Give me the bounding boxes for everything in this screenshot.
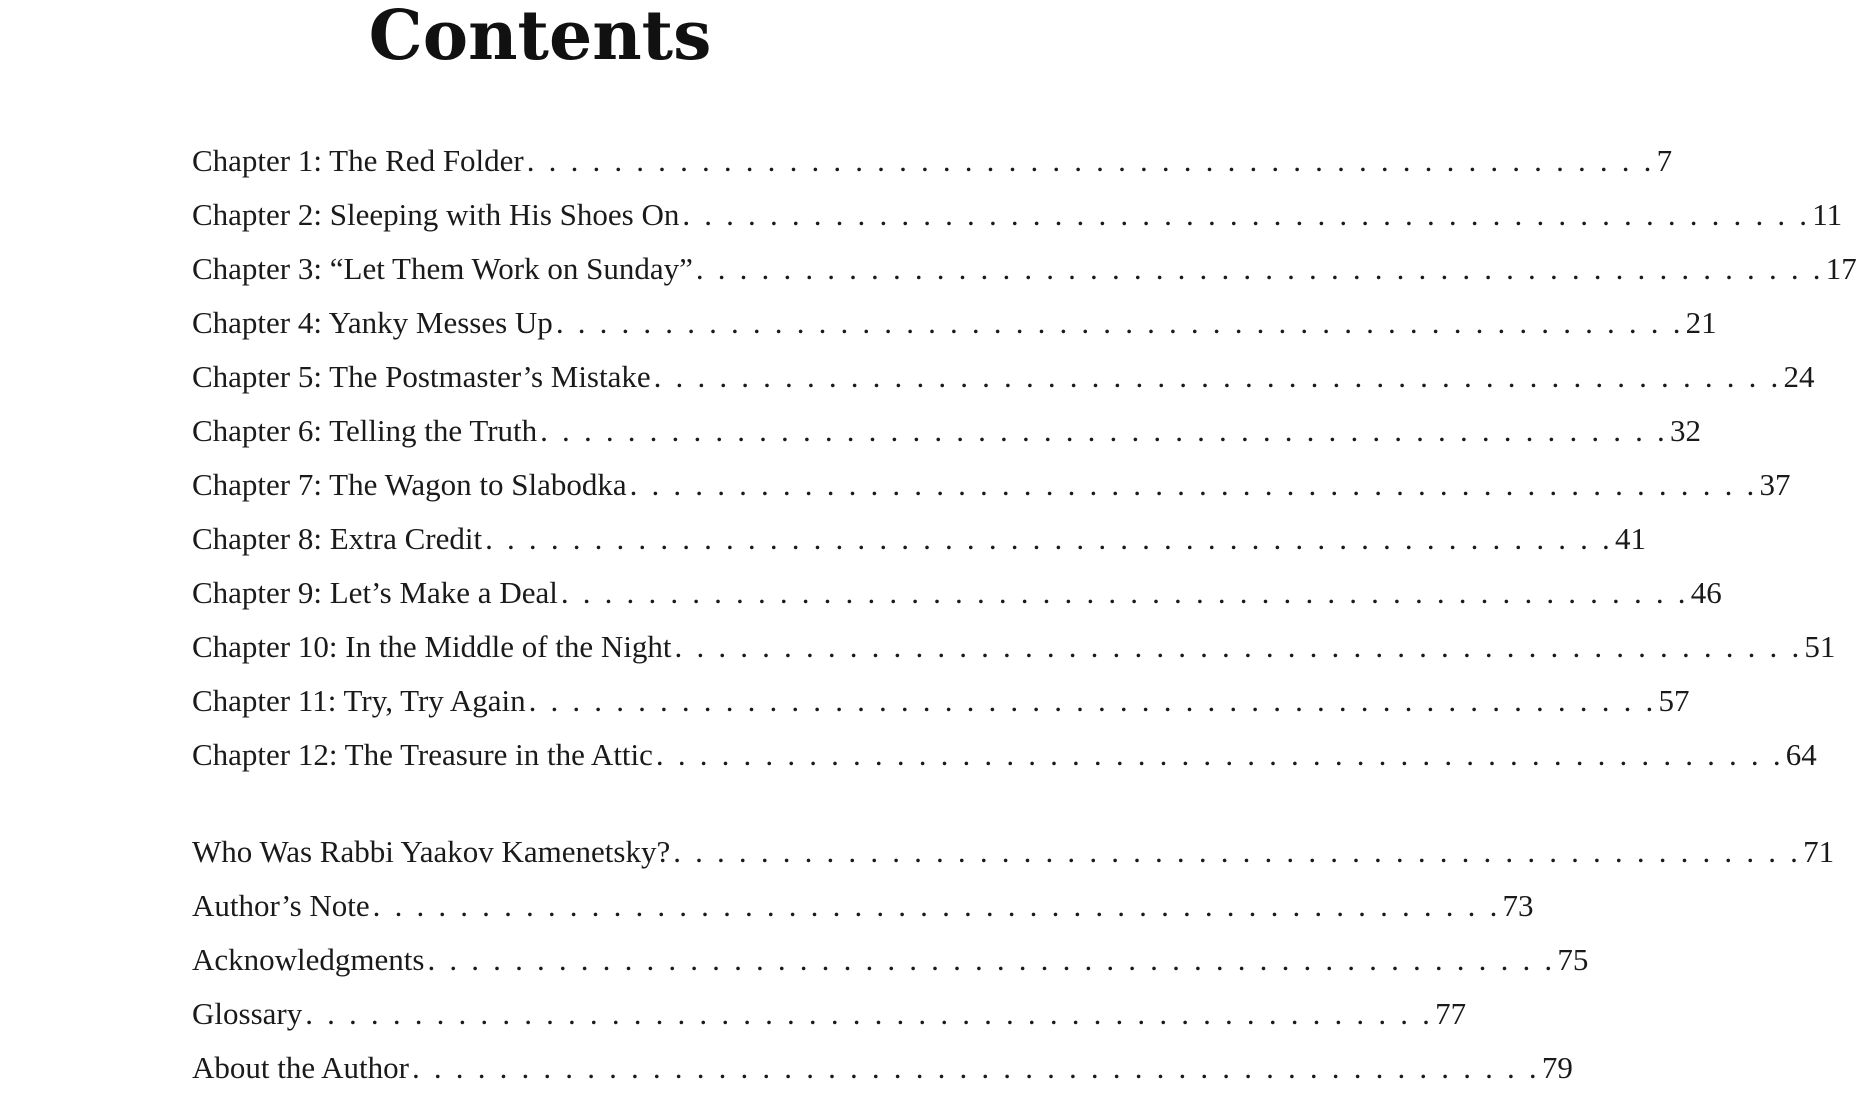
toc-entry[interactable] bbox=[192, 296, 1717, 350]
dot-leader: . . . . . . . . . . . . . . . . . . . . . . . . . . . . . . . . . . . . . . . . . . . . . . . . . . . . bbox=[526, 143, 1655, 178]
dot-leader: . . . . . . . . . . . . . . . . . . . . . . . . . . . . . . . . . . . . . . . . . . . . . . . . . . . . bbox=[674, 629, 1803, 664]
toc-entry-page: 46 bbox=[1690, 575, 1722, 610]
chapter-list bbox=[192, 134, 1857, 782]
toc-entry-label: Chapter 8: Extra Credit bbox=[192, 521, 483, 556]
toc-entry-label: Acknowledgments bbox=[192, 942, 425, 977]
toc-entry-label: Who Was Rabbi Yaakov Kamenetsky? bbox=[192, 834, 671, 869]
toc-entry-label: Chapter 5: The Postmaster’s Mistake bbox=[192, 359, 651, 394]
toc-entry-page: 71 bbox=[1803, 834, 1835, 869]
toc-entry[interactable] bbox=[192, 134, 1673, 188]
dot-leader: . . . . . . . . . . . . . . . . . . . . . . . . . . . . . . . . . . . . . . . . . . . . . . . . . . . . bbox=[555, 305, 1684, 340]
toc-entry[interactable] bbox=[192, 404, 1702, 458]
toc-entry[interactable] bbox=[192, 620, 1836, 674]
dot-leader: . . . . . . . . . . . . . . . . . . . . . . . . . . . . . . . . . . . . . . . . . . . . . . . . . . . . bbox=[427, 942, 1556, 977]
toc-entry-label: Chapter 4: Yanky Messes Up bbox=[192, 305, 553, 340]
toc-entry-page: 32 bbox=[1670, 413, 1702, 448]
toc-entry-label: Chapter 3: “Let Them Work on Sunday” bbox=[192, 251, 693, 286]
toc-entry-page: 21 bbox=[1685, 305, 1717, 340]
toc-entry-page: 73 bbox=[1502, 888, 1534, 923]
dot-leader: . . . . . . . . . . . . . . . . . . . . . . . . . . . . . . . . . . . . . . . . . . . . . . . . . . . . bbox=[305, 996, 1434, 1031]
toc-entry[interactable] bbox=[192, 512, 1646, 566]
page-title: Contents bbox=[368, 0, 712, 76]
toc-entry[interactable] bbox=[192, 458, 1791, 512]
toc-entry-label: Chapter 2: Sleeping with His Shoes On bbox=[192, 197, 680, 232]
dot-leader: . . . . . . . . . . . . . . . . . . . . . . . . . . . . . . . . . . . . . . . . . . . . . . . . . . . . bbox=[412, 1050, 1540, 1085]
toc-entry-label: Chapter 6: Telling the Truth bbox=[192, 413, 538, 448]
back-matter-list bbox=[192, 825, 1835, 1095]
dot-leader: . . . . . . . . . . . . . . . . . . . . . . . . . . . . . . . . . . . . . . . . . . . . . . . . . . . . bbox=[560, 575, 1689, 610]
dot-leader: . . . . . . . . . . . . . . . . . . . . . . . . . . . . . . . . . . . . . . . . . . . . . . . . . . . . bbox=[655, 737, 1784, 772]
toc-entry-page: 64 bbox=[1785, 737, 1817, 772]
toc-entry-page: 7 bbox=[1656, 143, 1673, 178]
toc-entry-label: Chapter 12: The Treasure in the Attic bbox=[192, 737, 653, 772]
toc-entry-page: 77 bbox=[1435, 996, 1467, 1031]
toc-entry-label: Chapter 10: In the Middle of the Night bbox=[192, 629, 672, 664]
toc-entry-label: Chapter 11: Try, Try Again bbox=[192, 683, 526, 718]
toc-entry[interactable] bbox=[192, 933, 1589, 987]
toc-entry[interactable] bbox=[192, 987, 1467, 1041]
toc-entry[interactable] bbox=[192, 242, 1857, 296]
dot-leader: . . . . . . . . . . . . . . . . . . . . . . . . . . . . . . . . . . . . . . . . . . . . . . . . . . . . bbox=[372, 888, 1501, 923]
toc-entry[interactable] bbox=[192, 350, 1815, 404]
toc-entry[interactable] bbox=[192, 825, 1835, 879]
toc-entry-page: 24 bbox=[1783, 359, 1815, 394]
dot-leader: . . . . . . . . . . . . . . . . . . . . . . . . . . . . . . . . . . . . . . . . . . . . . . . . . . . . bbox=[485, 521, 1613, 556]
dot-leader: . . . . . . . . . . . . . . . . . . . . . . . . . . . . . . . . . . . . . . . . . . . . . . . . . . . . bbox=[629, 467, 1758, 502]
toc-entry-label: Chapter 1: The Red Folder bbox=[192, 143, 524, 178]
dot-leader: . . . . . . . . . . . . . . . . . . . . . . . . . . . . . . . . . . . . . . . . . . . . . . . . . . . . bbox=[682, 197, 1811, 232]
toc-entry[interactable] bbox=[192, 1041, 1573, 1095]
toc-entry-label: Chapter 7: The Wagon to Slabodka bbox=[192, 467, 627, 502]
dot-leader: . . . . . . . . . . . . . . . . . . . . . . . . . . . . . . . . . . . . . . . . . . . . . . . . . . . . bbox=[528, 683, 1657, 718]
toc-entry-page: 57 bbox=[1658, 683, 1690, 718]
toc-entry[interactable] bbox=[192, 728, 1817, 782]
dot-leader: . . . . . . . . . . . . . . . . . . . . . . . . . . . . . . . . . . . . . . . . . . . . . . . . . . . . bbox=[673, 834, 1802, 869]
toc-entry[interactable] bbox=[192, 566, 1722, 620]
toc-entry-label: Chapter 9: Let’s Make a Deal bbox=[192, 575, 558, 610]
toc-entry[interactable] bbox=[192, 674, 1690, 728]
dot-leader: . . . . . . . . . . . . . . . . . . . . . . . . . . . . . . . . . . . . . . . . . . . . . . . . . . . . bbox=[653, 359, 1782, 394]
dot-leader: . . . . . . . . . . . . . . . . . . . . . . . . . . . . . . . . . . . . . . . . . . . . . . . . . . . . bbox=[540, 413, 1669, 448]
toc-entry-page: 51 bbox=[1804, 629, 1836, 664]
toc-entry-label: Author’s Note bbox=[192, 888, 370, 923]
dot-leader: . . . . . . . . . . . . . . . . . . . . . . . . . . . . . . . . . . . . . . . . . . . . . . . . . . . . bbox=[695, 251, 1824, 286]
toc-entry[interactable] bbox=[192, 188, 1843, 242]
toc-entry[interactable] bbox=[192, 879, 1534, 933]
toc-entry-page: 75 bbox=[1557, 942, 1589, 977]
toc-entry-page: 37 bbox=[1759, 467, 1791, 502]
toc-entry-label: About the Author bbox=[192, 1050, 409, 1085]
toc-entry-page: 41 bbox=[1614, 521, 1646, 556]
toc-entry-page: 17 bbox=[1825, 251, 1857, 286]
toc-entry-page: 11 bbox=[1812, 197, 1843, 232]
toc-entry-label: Glossary bbox=[192, 996, 303, 1031]
toc-entry-page: 79 bbox=[1541, 1050, 1573, 1085]
